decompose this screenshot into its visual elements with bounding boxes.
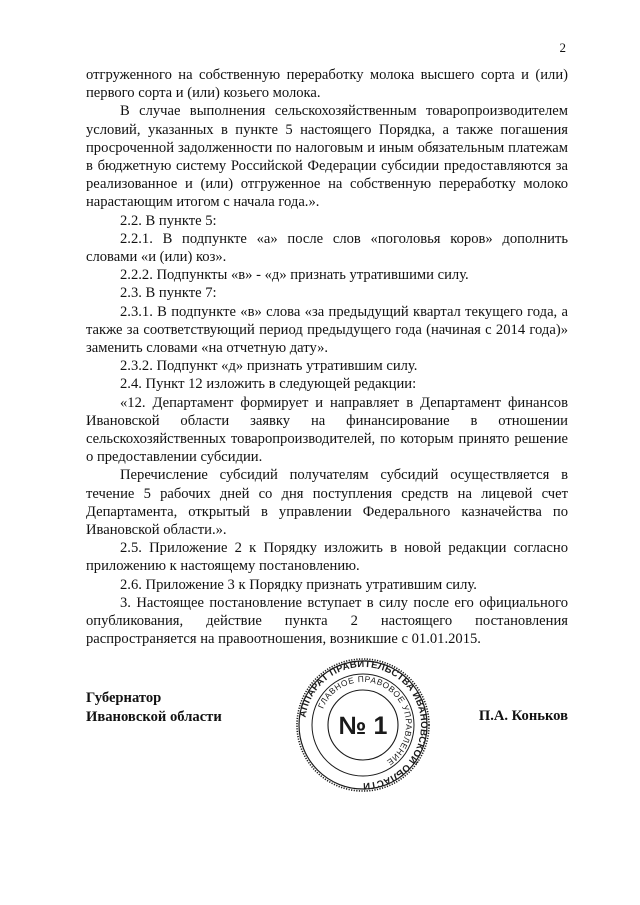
body-paragraph: 2.2.2. Подпункты «в» - «д» признать утратившими силу. (120, 267, 469, 284)
seal-inner-text: ГЛАВНОЕ ПРАВОВОЕ УПРАВЛЕНИЕ (315, 673, 415, 768)
signer-name: П.А. Коньков (478, 708, 568, 724)
signer-title-line-1: Губернатор (86, 690, 162, 706)
body-paragraph: 2.3.2. Подпункт «д» признать утратившим силу. (120, 358, 418, 375)
body-paragraph: 2.3. В пункте 7: (120, 285, 217, 302)
signer-title-line-2: Ивановской области (86, 708, 222, 725)
body-paragraph: 2.3.1. В подпункте «в» слова «за предыдущий квартал текущего года, а также за соответствующий период предыдущего года (начиная с 2014 года)» заменить словами «на отчетную дату». (86, 303, 568, 357)
page-number: 2 (559, 40, 566, 55)
body-paragraph: 2.2. В пункте 5: (120, 212, 217, 229)
official-seal (295, 657, 431, 793)
body-paragraph: 2.5. Приложение 2 к Порядку изложить в новой редакции согласно приложению к настоящему постановлению. (86, 540, 568, 575)
document-body (86, 66, 568, 649)
signer-title (86, 689, 222, 726)
seal-number: № 1 (338, 712, 388, 740)
body-paragraph: «12. Департамент формирует и направляет в Департамент финансов Ивановской области заявку на финансирование в отношении сельскохозяйственных товаропроизводителей, по которым принято решение о предоставлении субсидии. (86, 394, 568, 466)
body-paragraph: отгруженного на собственную переработку молока высшего сорта и (или) первого сорта и (или) козьего молока. (86, 67, 568, 102)
body-paragraph: 2.6. Приложение 3 к Порядку признать утратившим силу. (120, 576, 477, 593)
body-paragraph: Перечисление субсидий получателям субсидий осуществляется в течение 5 рабочих дней со дня поступления средств на лицевой счет Департамента, открытый в управлении Федерального казначейства по Ивановской области.». (86, 467, 568, 539)
seal-outer-text: АППАРАТ ПРАВИТЕЛЬСТВА ИВАНОВСКОЙ ОБЛАСТИ (297, 658, 430, 792)
body-paragraph: 2.2.1. В подпункте «а» после слов «поголовья коров» дополнить словами «и (или) коз». (86, 230, 568, 266)
body-paragraph: 3. Настоящее постановление вступает в силу после его официального опубликования, действие пункта 2 настоящего постановления распространяется на правоотношения, возникшие с 01.01.2015. (86, 594, 568, 648)
body-paragraph: В случае выполнения сельскохозяйственным товаропроизводителем условий, указанных в пункте 5 настоящего Порядка, а также погашения просроченной задолженности по налоговым и иным обязательным платежам в бюджетную систему Российской Федерации субсидии предоставляются за реализованное и (или) отгруженное на собственную переработку молоко нарастающим итогом с начала года.». (86, 103, 568, 211)
body-paragraph: 2.4. Пункт 12 изложить в следующей редакции: (120, 376, 417, 393)
